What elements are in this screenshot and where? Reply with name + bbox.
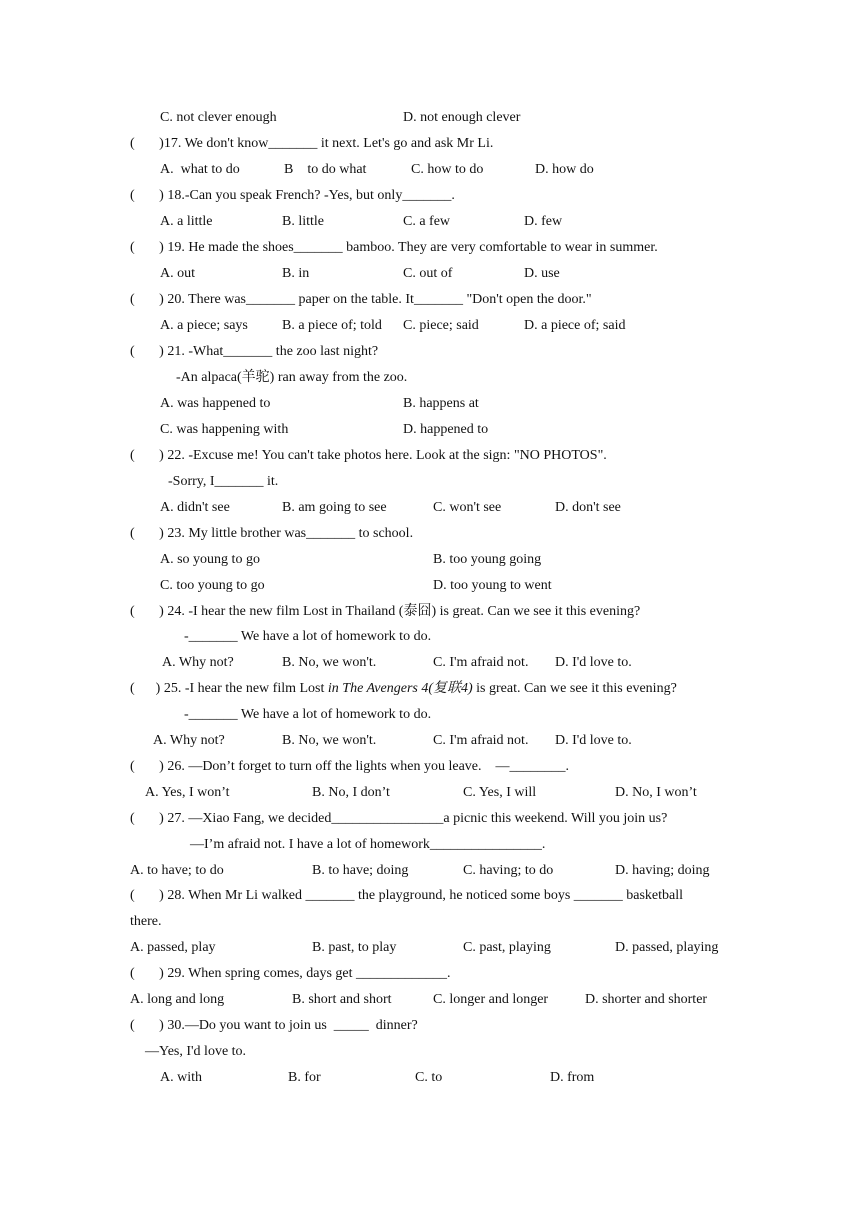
- q22-line2: -Sorry, I_______ it.: [168, 474, 279, 489]
- q30-option-a: A. with: [160, 1070, 202, 1085]
- q23-stem: ( ) 23. My little brother was_______ to school.: [130, 526, 414, 541]
- q17-stem: ( )17. We don't know_______ it next. Let's go and ask Mr Li.: [130, 136, 494, 151]
- q18-option-c: C. a few: [403, 214, 451, 229]
- q29-option-d: D. shorter and shorter: [585, 992, 708, 1007]
- q22-option-d: D. don't see: [555, 500, 621, 515]
- q18-option-b: B. little: [282, 214, 324, 229]
- q23-option-a: A. so young to go: [160, 552, 260, 567]
- q25-option-a: A. Why not?: [153, 733, 225, 748]
- q28-option-a: A. passed, play: [130, 940, 216, 955]
- q24-option-b: B. No, we won't.: [282, 655, 377, 670]
- q26-option-c: C. Yes, I will: [463, 785, 537, 800]
- q21-option-a: A. was happened to: [160, 396, 271, 411]
- q27-stem: ( ) 27. —Xiao Fang, we decided________________a picnic this weekend. Will you join us?: [130, 811, 668, 826]
- q25-option-c: C. I'm afraid not.: [433, 733, 529, 748]
- q30-option-c: C. to: [415, 1070, 443, 1085]
- q27-option-c: C. having; to do: [463, 863, 554, 878]
- q21-stem: ( ) 21. -What_______ the zoo last night?: [130, 344, 379, 359]
- q25-option-b: B. No, we won't.: [282, 733, 377, 748]
- q30-line2: —Yes, I'd love to.: [145, 1044, 247, 1059]
- q26-option-d: D. No, I won’t: [615, 785, 697, 800]
- q20-stem: ( ) 20. There was_______ paper on the table. It_______ "Don't open the door.": [130, 292, 592, 307]
- q17-option-b: B to do what: [284, 162, 367, 177]
- q30-option-b: B. for: [288, 1070, 321, 1085]
- q28-option-d: D. passed, playing: [615, 940, 719, 955]
- q23-option-d: D. too young to went: [433, 578, 552, 593]
- q19-option-b: B. in: [282, 266, 310, 281]
- q22-option-b: B. am going to see: [282, 500, 387, 515]
- q27-option-a: A. to have; to do: [130, 863, 224, 878]
- q24-line2: -_______ We have a lot of homework to do.: [184, 629, 432, 644]
- q20-option-a: A. a piece; says: [160, 318, 248, 333]
- q18-stem: ( ) 18.-Can you speak French? -Yes, but only_______.: [130, 188, 455, 203]
- q21-line2: -An alpaca(羊驼) ran away from the zoo.: [176, 370, 408, 385]
- q28-stem: ( ) 28. When Mr Li walked _______ the playground, he noticed some boys _______ basketball: [130, 888, 684, 903]
- q28-line2: there.: [130, 914, 162, 929]
- q24-option-c: C. I'm afraid not.: [433, 655, 529, 670]
- q20-option-c: C. piece; said: [403, 318, 479, 333]
- q20-option-d: D. a piece of; said: [524, 318, 626, 333]
- q25-stem-italic: in The Avengers 4(复联4): [327, 681, 473, 696]
- q17-option-c: C. how to do: [411, 162, 484, 177]
- q29-option-a: A. long and long: [130, 992, 225, 1007]
- q27-option-b: B. to have; doing: [312, 863, 409, 878]
- q25-line2: -_______ We have a lot of homework to do.: [184, 707, 432, 722]
- q28-option-c: C. past, playing: [463, 940, 551, 955]
- q24-option-a: A. Why not?: [162, 655, 234, 670]
- q27-line2: —I’m afraid not. I have a lot of homework________________.: [190, 837, 546, 852]
- q30-stem: ( ) 30.—Do you want to join us _____ dinner?: [130, 1018, 418, 1033]
- q26-option-b: B. No, I don’t: [312, 785, 390, 800]
- q28-option-b: B. past, to play: [312, 940, 397, 955]
- q25-stem-part1: ( ) 25. -I hear the new film Lost: [130, 681, 328, 696]
- q16-option-c: C. not clever enough: [160, 110, 277, 125]
- q19-option-d: D. use: [524, 266, 560, 281]
- q18-option-a: A. a little: [160, 214, 213, 229]
- q24-stem: ( ) 24. -I hear the new film Lost in Thailand (泰囧) is great. Can we see it this evening?: [130, 604, 641, 619]
- q26-option-a: A. Yes, I won’t: [145, 785, 230, 800]
- q22-option-c: C. won't see: [433, 500, 502, 515]
- q19-option-a: A. out: [160, 266, 195, 281]
- q29-option-c: C. longer and longer: [433, 992, 549, 1007]
- q20-option-b: B. a piece of; told: [282, 318, 382, 333]
- q25-option-d: D. I'd love to.: [555, 733, 632, 748]
- q22-stem: ( ) 22. -Excuse me! You can't take photos here. Look at the sign: "NO PHOTOS".: [130, 448, 607, 463]
- q25-stem: [130, 680, 677, 698]
- q17-option-a: A. what to do: [160, 162, 240, 177]
- q29-option-b: B. short and short: [292, 992, 392, 1007]
- q26-stem: ( ) 26. —Don’t forget to turn off the lights when you leave. —________.: [130, 759, 569, 774]
- q23-option-b: B. too young going: [433, 552, 542, 567]
- q27-option-d: D. having; doing: [615, 863, 710, 878]
- q16-option-d: D. not enough clever: [403, 110, 521, 125]
- q24-option-d: D. I'd love to.: [555, 655, 632, 670]
- q22-option-a: A. didn't see: [160, 500, 230, 515]
- q23-option-c: C. too young to go: [160, 578, 265, 593]
- q30-option-d: D. from: [550, 1070, 595, 1085]
- q17-option-d: D. how do: [535, 162, 594, 177]
- q18-option-d: D. few: [524, 214, 563, 229]
- q29-stem: ( ) 29. When spring comes, days get _____________.: [130, 966, 451, 981]
- q19-option-c: C. out of: [403, 266, 453, 281]
- q19-stem: ( ) 19. He made the shoes_______ bamboo. They are very comfortable to wear in summer.: [130, 240, 658, 255]
- q21-option-c: C. was happening with: [160, 422, 289, 437]
- q25-stem-part3: is great. Can we see it this evening?: [472, 681, 677, 696]
- q21-option-b: B. happens at: [403, 396, 479, 411]
- q21-option-d: D. happened to: [403, 422, 489, 437]
